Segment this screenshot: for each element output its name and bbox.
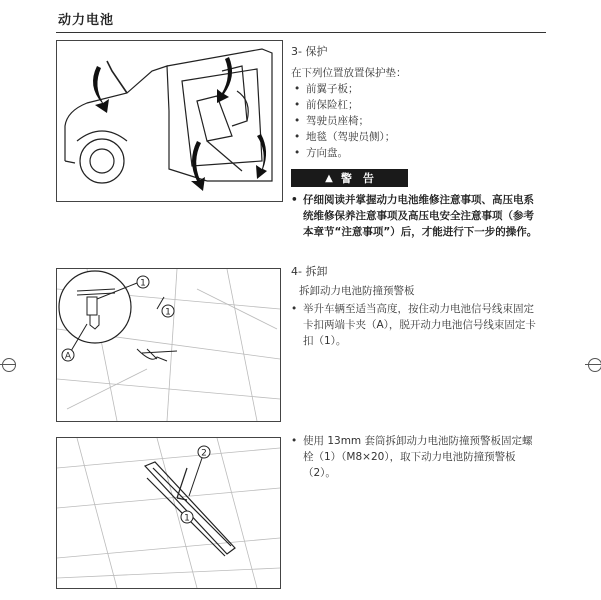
header-divider [56,32,546,33]
warning-text [291,192,541,240]
section4-heading: 4- 拆卸 [291,265,328,278]
step2-text [291,433,541,481]
warning-banner [291,169,408,187]
section3-heading: 3- 保护 [291,45,328,58]
protection-list [294,81,534,161]
collision-plate-illustration [57,438,280,588]
section3-intro: 在下列位置放置保护垫： [291,67,407,79]
callout-1-label: 1 [165,307,171,318]
callout-a-label: A [64,351,72,362]
list-item: • 驾驶员座椅； [294,113,534,129]
registration-mark-right [588,358,601,372]
step1-content: 举升车辆至适当高度，按住动力电池信号线束固定卡扣两端卡夹（A），脱开动力电池信号线束固定卡扣（1）。 [303,303,536,347]
bullet-icon: • [291,194,298,206]
connector-clip-illustration [57,269,280,421]
list-item: • 前保险杠； [294,97,534,113]
callout-1-label: 1 [140,278,146,289]
figure-collision-plate [56,437,281,589]
bullet-icon: • [291,435,298,447]
warning-triangle-icon: ▲ [325,172,333,184]
warning-label: 警 告 [340,172,374,185]
list-item: • 方向盘。 [294,145,534,161]
list-item: • 前翼子板； [294,81,534,97]
step1-text [291,301,541,349]
figure-connector-clip [56,268,281,422]
page-title: 动力电池 [58,13,115,28]
callout-2-label: 2 [201,448,207,459]
section4-subheading: 拆卸动力电池防撞预警板 [299,285,415,297]
list-item: • 地毯（驾驶员侧）； [294,129,534,145]
warning-content: 仔细阅读并掌握动力电池维修注意事项、高压电系统维修保养注意事项及高压电安全注意事项（参考本章节“注意事项”）后，才能进行下一步的操作。 [303,194,538,238]
figure-car-protection [56,40,283,202]
registration-mark-left [2,358,16,372]
car-protection-illustration [57,41,282,201]
bullet-icon: • [291,303,298,315]
callout-1-label: 1 [184,513,190,524]
step2-content: 使用 13mm 套筒拆卸动力电池防撞预警板固定螺栓（1）（M8×20），取下动力电池防撞预警板（2）。 [303,435,533,479]
